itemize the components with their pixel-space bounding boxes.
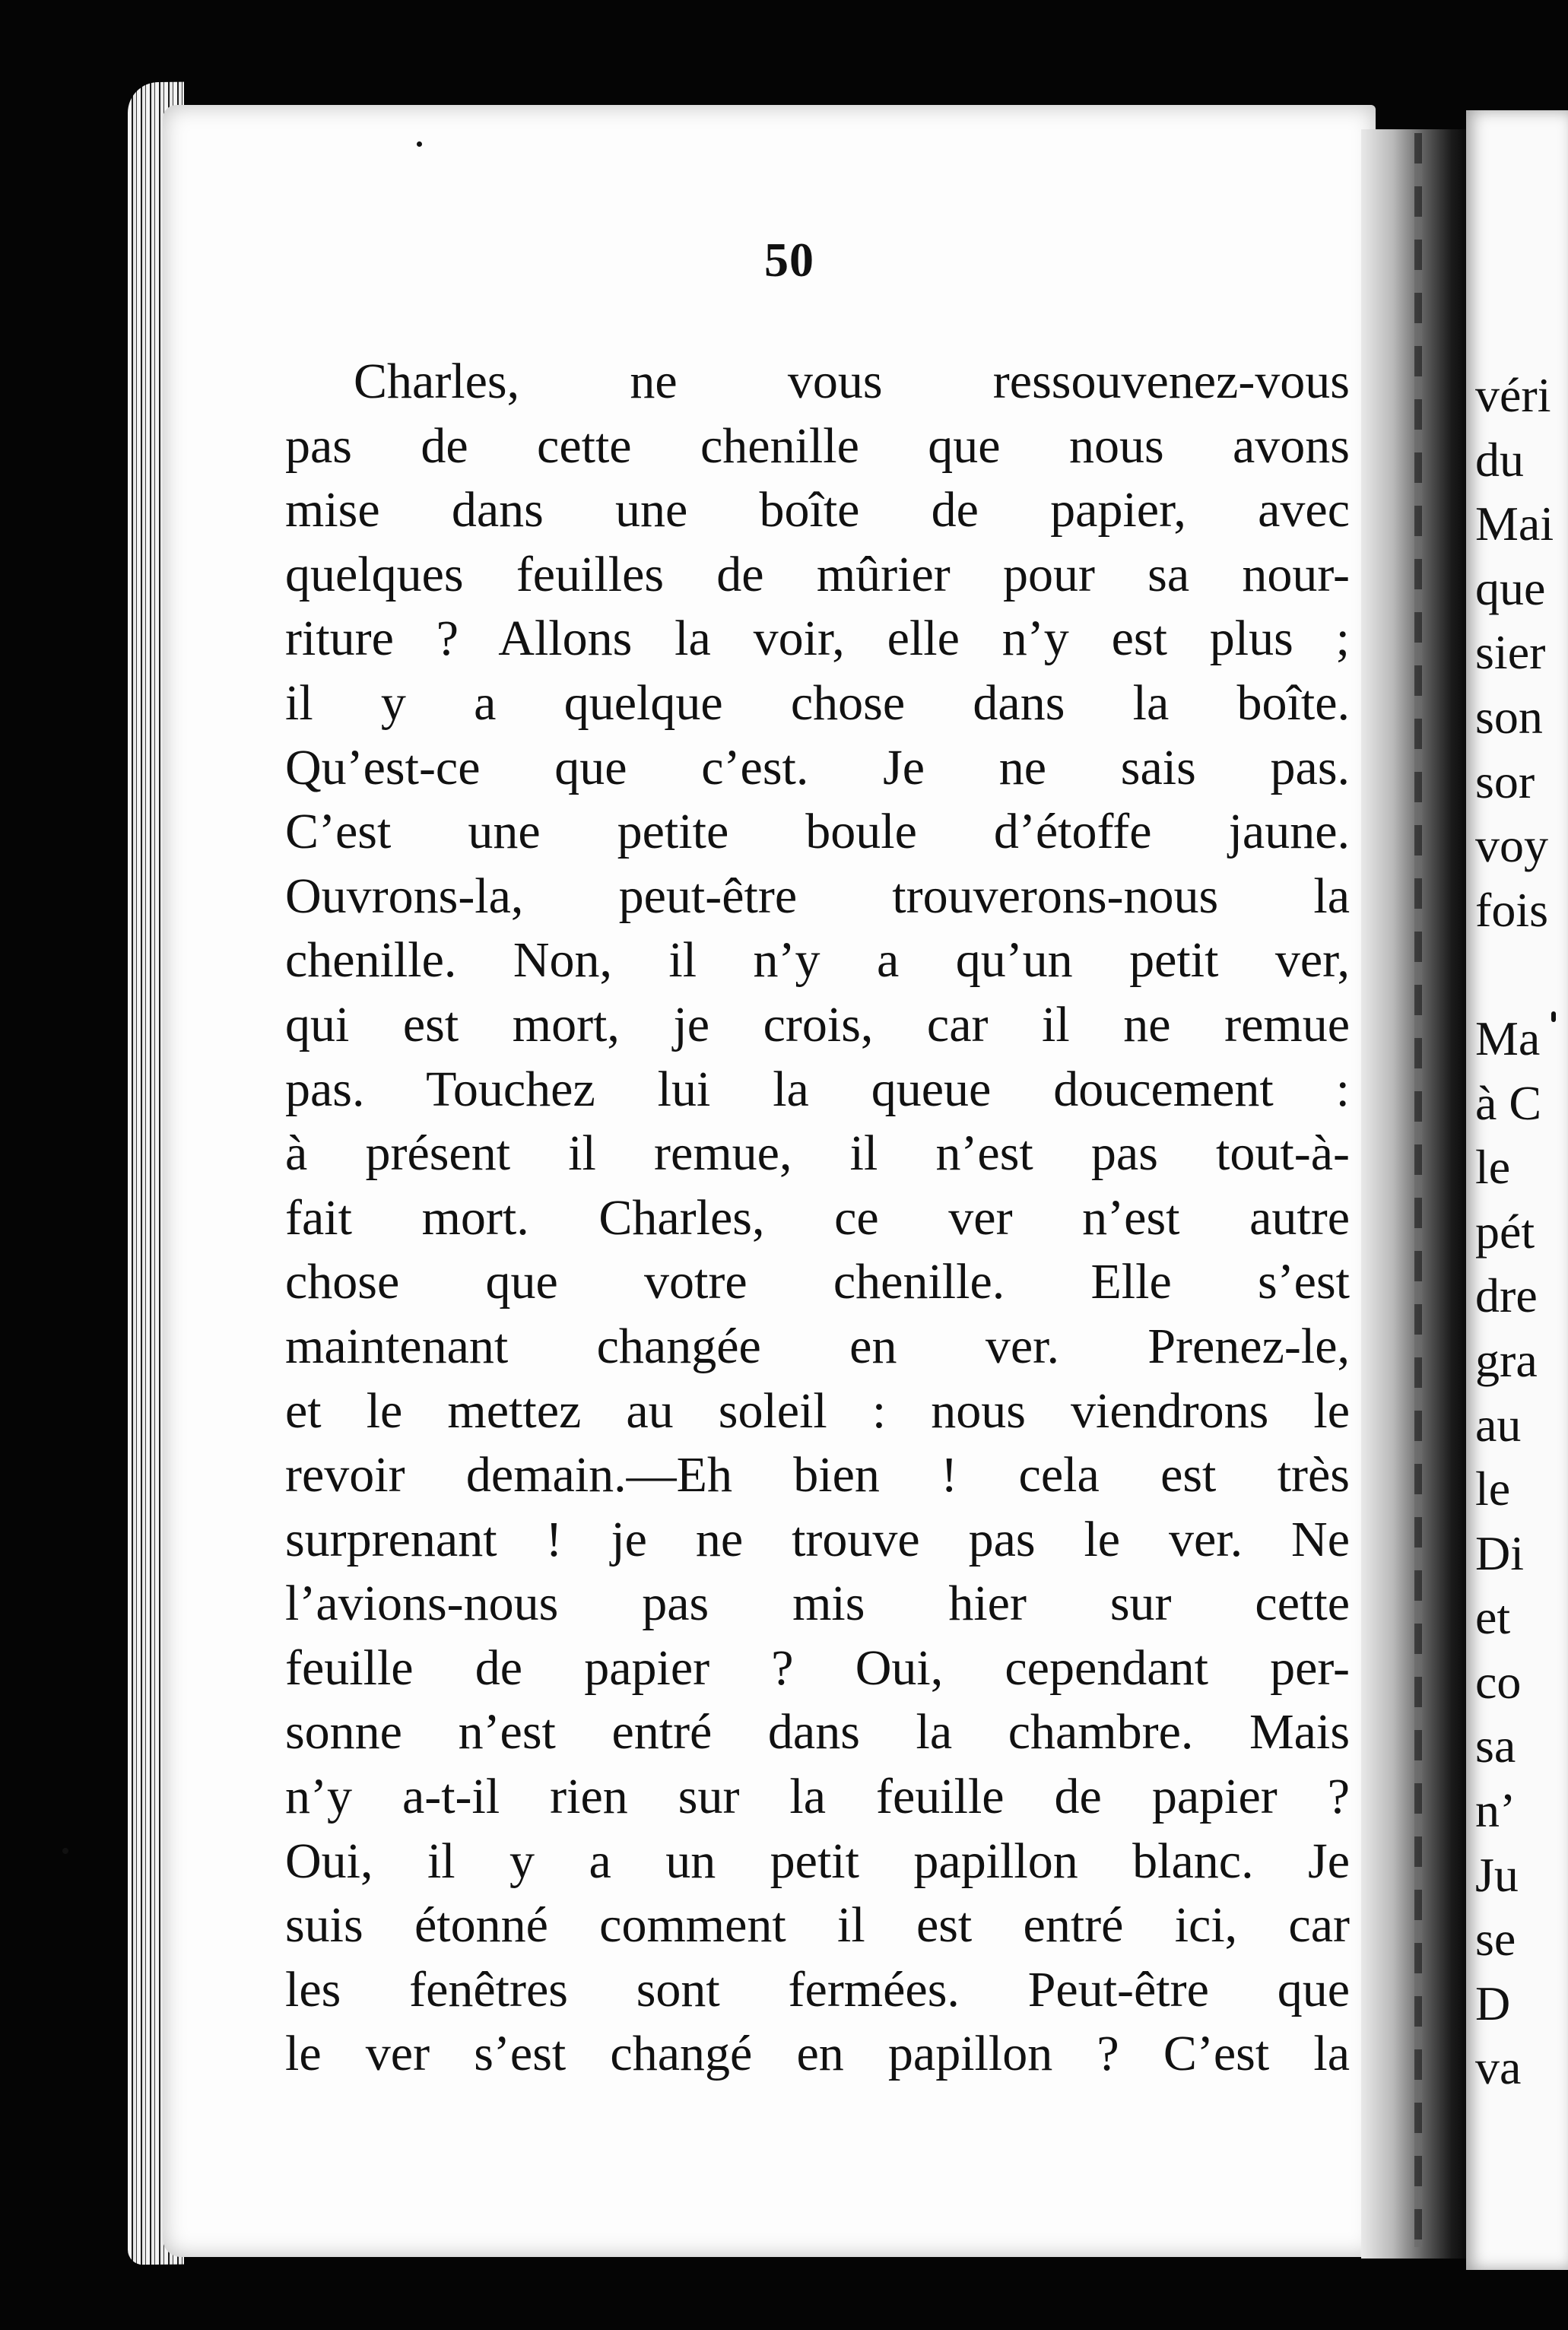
facing-line: le [1475, 1140, 1511, 1195]
text-line: surprenant ! je ne trouve pas le ver. Ne [285, 1511, 1350, 1567]
facing-line: Ma [1475, 1011, 1541, 1065]
text-line: à présent il remue, il n’est pas tout-à- [285, 1125, 1350, 1182]
gutter-shadow [1414, 133, 1422, 2247]
facing-line: dre [1475, 1268, 1538, 1323]
facing-line: va [1475, 2040, 1522, 2095]
facing-line: n’ [1475, 1783, 1516, 1838]
facing-line: le [1475, 1462, 1511, 1516]
facing-line: co [1475, 1654, 1522, 1709]
text-line: suis étonné comment il est entré ici, car [285, 1897, 1350, 1954]
facing-line: pét [1475, 1204, 1535, 1259]
text-line: et le mettez au soleil : nous viendrons le [285, 1382, 1350, 1439]
facing-line: Mai [1475, 497, 1554, 551]
facing-line: sor [1475, 754, 1535, 808]
text-line: revoir demain.—Eh bien ! cela est très [285, 1447, 1350, 1503]
facing-page-text [1475, 363, 1568, 2100]
text-line: qui est mort, je crois, car il ne remue [285, 996, 1350, 1052]
facing-line: gra [1475, 1332, 1538, 1387]
facing-line: et [1475, 1590, 1511, 1645]
text-line: chose que votre chenille. Elle s’est [285, 1254, 1350, 1310]
page-body-text [285, 350, 1350, 2087]
text-line: mise dans une boîte de papier, avec [285, 482, 1350, 538]
facing-line: du [1475, 432, 1524, 487]
text-line: pas de cette chenille que nous avons [285, 417, 1350, 474]
text-line: Qu’est-ce que c’est. Je ne sais pas. [285, 739, 1350, 795]
facing-line: véri [1475, 368, 1551, 422]
facing-line: voy [1475, 818, 1548, 873]
facing-line: sier [1475, 625, 1546, 680]
text-line: sonne n’est entré dans la chambre. Mais [285, 1704, 1350, 1760]
facing-line: fois [1475, 882, 1548, 937]
text-line: chenille. Non, il n’y a qu’un petit ver, [285, 932, 1350, 989]
text-line: Ouvrons-la, peut-être trouverons-nous la [285, 868, 1350, 924]
scan-speck [1551, 1011, 1556, 1022]
text-line: il y a quelque chose dans la boîte. [285, 675, 1350, 731]
facing-line: que [1475, 560, 1546, 615]
facing-line: D [1475, 1976, 1511, 2030]
text-line: pas. Touchez lui la queue doucement : [285, 1061, 1350, 1117]
facing-line: son [1475, 689, 1543, 744]
text-line: le ver s’est changé en papillon ? C’est la [285, 2026, 1350, 2082]
facing-line [1475, 942, 1568, 1007]
facing-line: se [1475, 1912, 1516, 1967]
text-line: quelques feuilles de mûrier pour sa nour- [285, 546, 1350, 602]
text-line: feuille de papier ? Oui, cependant per- [285, 1640, 1350, 1696]
facing-line: Ju [1475, 1847, 1519, 1902]
text-line: maintenant changée en ver. Prenez-le, [285, 1318, 1350, 1374]
text-line: n’y a-t-il rien sur la feuille de papier ? [285, 1769, 1350, 1825]
text-line: C’est une petite boule d’étoffe jaune. [285, 804, 1350, 860]
scan-speck [417, 141, 422, 147]
scan-speck [62, 1848, 68, 1854]
text-line: les fenêtres sont fermées. Peut-être que [285, 1961, 1350, 2017]
facing-line: Di [1475, 1525, 1524, 1580]
facing-line: au [1475, 1397, 1522, 1452]
text-line: Oui, il y a un petit papillon blanc. Je [285, 1833, 1350, 1889]
text-line: riture ? Allons la voir, elle n’y est plus ; [285, 611, 1350, 667]
facing-line: à C [1475, 1075, 1542, 1130]
text-line: fait mort. Charles, ce ver n’est autre [285, 1189, 1350, 1246]
text-line: l’avions-nous pas mis hier sur cette [285, 1576, 1350, 1632]
facing-line: sa [1475, 1719, 1516, 1773]
text-line: Charles, ne vous ressouvenez-vous [354, 354, 1350, 409]
page-number: 50 [764, 233, 814, 287]
